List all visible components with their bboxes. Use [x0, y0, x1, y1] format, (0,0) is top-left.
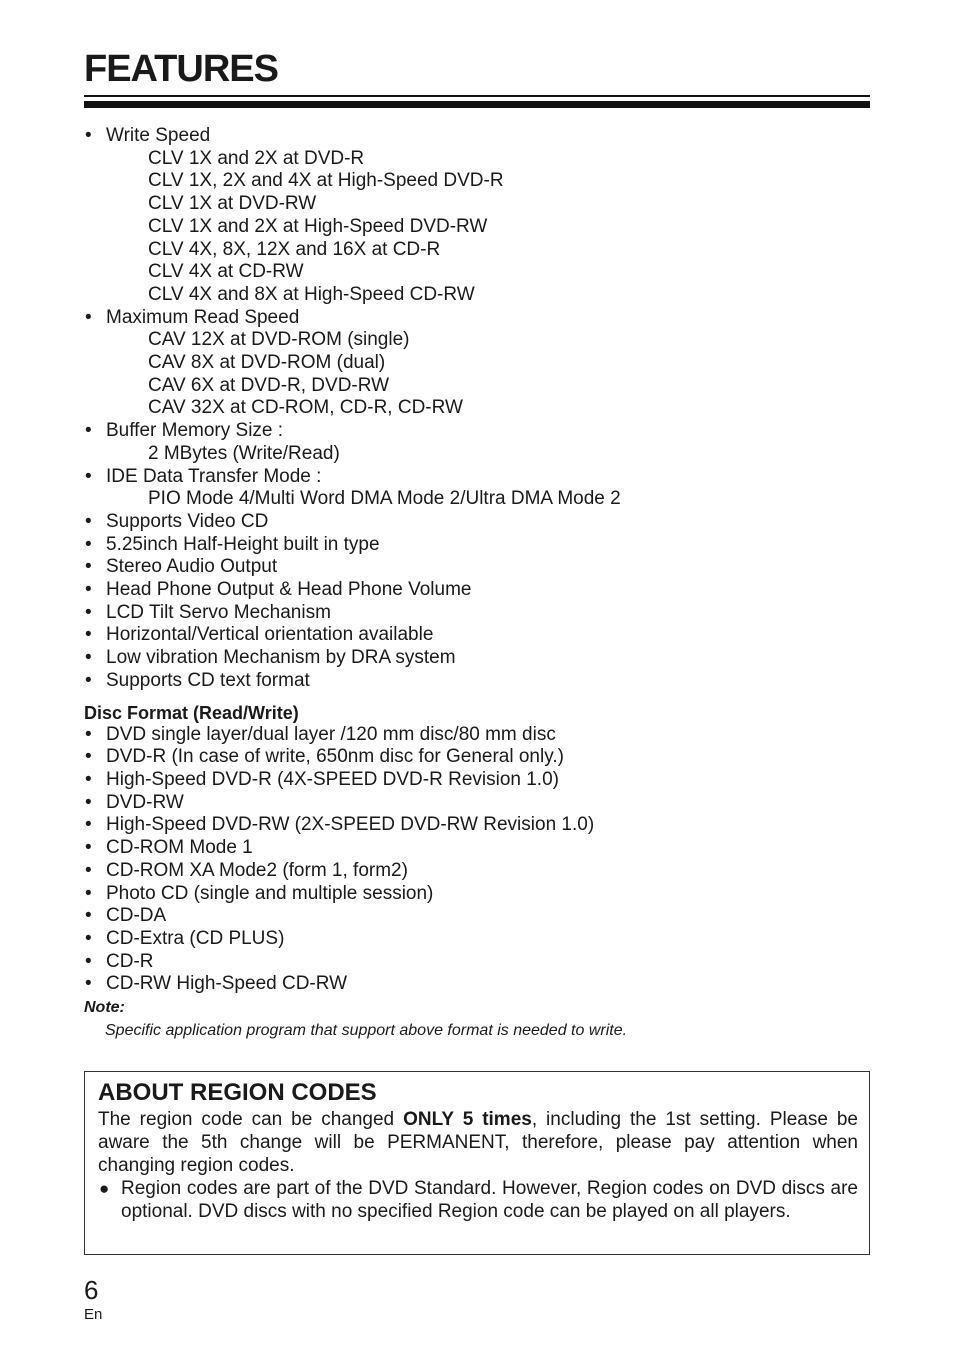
feature-subitem: CLV 4X at CD-RW: [148, 261, 304, 283]
feature-item: [84, 125, 870, 148]
disc-format-item: [84, 746, 870, 769]
feature-subitem: CAV 8X at DVD-ROM (dual): [148, 352, 386, 374]
feature-item-text: Write Speed: [106, 125, 211, 146]
feature-item: [84, 556, 870, 579]
bullet-icon: •: [85, 533, 92, 555]
bullet-icon: •: [85, 669, 92, 691]
disc-format-item-text: CD-ROM XA Mode2 (form 1, form2): [106, 859, 408, 881]
bullet-icon: •: [85, 837, 92, 859]
disc-format-item-text: High-Speed DVD-R (4X-SPEED DVD-R Revision 1.0): [106, 768, 559, 790]
disc-format-item-text: Photo CD (single and multiple session): [106, 882, 434, 904]
feature-item: [84, 647, 870, 670]
disc-format-item: [84, 883, 870, 906]
feature-item-text: Low vibration Mechanism by DRA system: [106, 647, 456, 669]
disc-format-item: [84, 951, 870, 974]
feature-item: [84, 670, 870, 693]
bullet-icon: •: [85, 905, 92, 927]
disc-format-item-text: CD-RW High-Speed CD-RW: [106, 973, 348, 995]
region-para-after: , including the 1st setting. Please be aware the 5th change will be PERMANENT, therefore, please pay attention when changing region codes.: [98, 1109, 858, 1176]
bullet-icon: •: [85, 973, 92, 995]
disc-format-item: [84, 973, 870, 996]
bullet-icon: •: [85, 306, 92, 328]
feature-item-text: Stereo Audio Output: [106, 556, 278, 578]
features-content: [84, 125, 870, 1042]
feature-item-text: Horizontal/Vertical orientation available: [106, 624, 434, 646]
bullet-icon: •: [85, 510, 92, 532]
bullet-icon: •: [85, 950, 92, 972]
feature-item: [84, 534, 870, 557]
feature-item-text: Supports CD text format: [106, 669, 310, 691]
disc-format-item-text: CD-R: [106, 950, 154, 972]
disc-format-item-text: DVD-RW: [106, 791, 184, 813]
region-para-before: The region code can be changed: [98, 1109, 404, 1130]
region-codes-paragraph: [98, 1108, 858, 1177]
bullet-icon: •: [85, 859, 92, 881]
bullet-icon: •: [85, 768, 92, 790]
region-bullet-text: Region codes are part of the DVD Standard. However, Region codes on DVD discs are optional. DVD discs with no specified Region code can be played on all players.: [121, 1178, 858, 1222]
disc-format-item: [84, 769, 870, 792]
feature-subitem: CLV 1X, 2X and 4X at High-Speed DVD-R: [148, 170, 504, 192]
bullet-icon: •: [85, 624, 92, 646]
feature-subitem: CAV 12X at DVD-ROM (single): [148, 329, 410, 351]
disc-format-item-text: High-Speed DVD-RW (2X-SPEED DVD-RW Revision 1.0): [106, 814, 595, 836]
feature-item: [84, 420, 870, 443]
feature-item: [84, 602, 870, 625]
feature-item-text: Buffer Memory Size :: [106, 420, 284, 442]
bullet-icon: •: [85, 746, 92, 768]
feature-subitem: 2 MBytes (Write/Read): [148, 442, 340, 464]
region-para-bold: ONLY 5 times: [403, 1109, 532, 1130]
feature-item: [84, 579, 870, 602]
feature-subitem: CLV 1X and 2X at DVD-R: [148, 147, 365, 169]
note-text: Specific application program that support above format is needed to write.: [105, 1022, 628, 1040]
region-codes-bullet: [98, 1177, 858, 1223]
disc-format-item-text: CD-ROM Mode 1: [106, 837, 253, 859]
feature-item: [84, 466, 870, 489]
feature-subitem: CLV 4X, 8X, 12X and 16X at CD-R: [148, 238, 441, 260]
page-language: En: [84, 1306, 103, 1323]
bullet-icon: •: [85, 556, 92, 578]
bullet-icon: •: [85, 814, 92, 836]
feature-item-text: LCD Tilt Servo Mechanism: [106, 601, 331, 623]
feature-subitem: CAV 32X at CD-ROM, CD-R, CD-RW: [148, 397, 463, 419]
bullet-icon: •: [85, 579, 92, 601]
disc-format-item: [84, 837, 870, 860]
region-codes-title: ABOUT REGION CODES: [98, 1079, 377, 1106]
feature-item: [84, 307, 870, 330]
feature-subitem: PIO Mode 4/Multi Word DMA Mode 2/Ultra DMA Mode 2: [148, 488, 621, 510]
feature-item-text: Maximum Read Speed: [106, 306, 300, 328]
region-codes-box: [84, 1071, 870, 1255]
disc-format-item: [84, 814, 870, 837]
disc-format-item-text: CD-DA: [106, 905, 167, 927]
title-rule-thick: [84, 101, 870, 108]
disc-format-list: [84, 724, 870, 996]
feature-subitem: CLV 4X and 8X at High-Speed CD-RW: [148, 283, 475, 305]
bullet-dot-icon: ●: [99, 1179, 110, 1198]
disc-format-item-text: CD-Extra (CD PLUS): [106, 927, 285, 949]
feature-subitem: CAV 6X at DVD-R, DVD-RW: [148, 374, 390, 396]
feature-item: [84, 624, 870, 647]
features-list: [84, 125, 870, 693]
feature-item-text: 5.25inch Half-Height built in type: [106, 533, 380, 555]
title-rule-thin: [84, 95, 870, 97]
disc-format-heading: Disc Format (Read/Write): [84, 702, 299, 723]
disc-format-item: [84, 905, 870, 928]
note-label: Note:: [84, 999, 125, 1017]
bullet-icon: •: [85, 882, 92, 904]
disc-format-item: [84, 860, 870, 883]
disc-format-item: [84, 928, 870, 951]
feature-subitem: CLV 1X at DVD-RW: [148, 193, 317, 215]
bullet-icon: •: [85, 420, 92, 442]
bullet-icon: •: [85, 927, 92, 949]
feature-item-text: Head Phone Output & Head Phone Volume: [106, 579, 472, 601]
feature-item: [84, 511, 870, 534]
region-codes-inner: [98, 1078, 858, 1223]
bullet-icon: •: [85, 723, 92, 745]
disc-format-item: [84, 724, 870, 747]
feature-subitem: CLV 1X and 2X at High-Speed DVD-RW: [148, 215, 488, 237]
disc-format-item-text: DVD-R (In case of write, 650nm disc for General only.): [106, 746, 564, 768]
page-title: FEATURES: [84, 48, 278, 90]
bullet-icon: •: [85, 601, 92, 623]
bullet-icon: •: [85, 465, 92, 487]
disc-format-item-text: DVD single layer/dual layer /120 mm disc/80 mm disc: [106, 723, 556, 745]
feature-item-text: Supports Video CD: [106, 510, 269, 532]
feature-item-text: IDE Data Transfer Mode :: [106, 465, 322, 487]
bullet-icon: •: [85, 647, 92, 669]
page-number: 6: [84, 1275, 99, 1305]
bullet-icon: •: [85, 125, 92, 146]
bullet-icon: •: [85, 791, 92, 813]
disc-format-item: [84, 792, 870, 815]
